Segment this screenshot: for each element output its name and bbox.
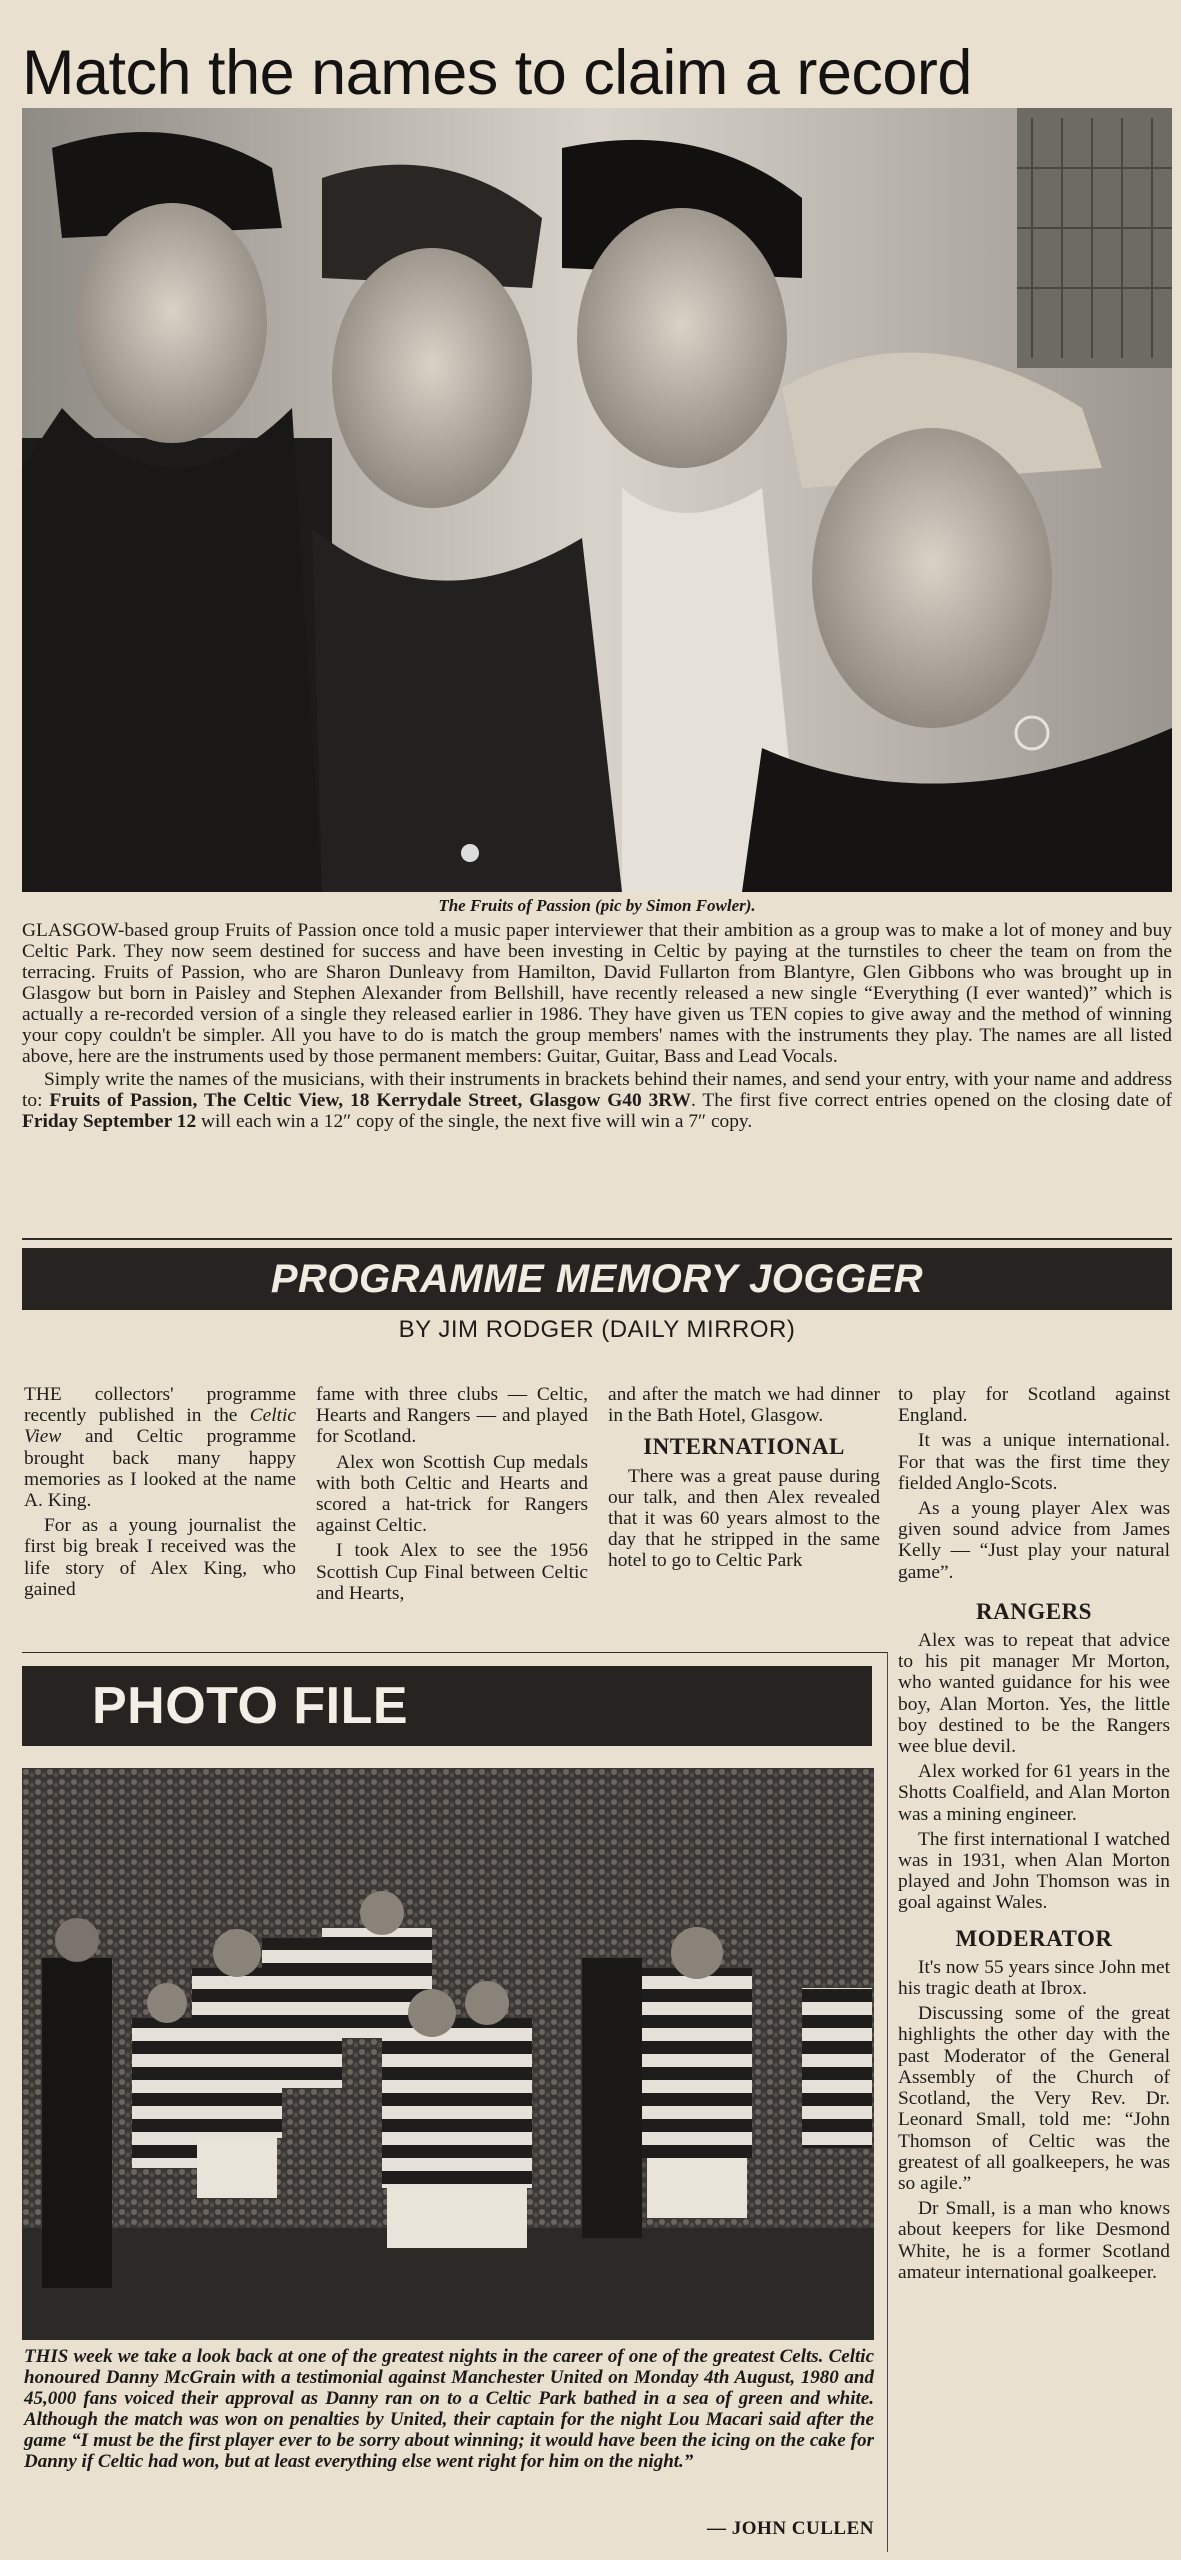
section-divider	[22, 1238, 1172, 1240]
text: THE collectors' programme recently published in the	[24, 1384, 296, 1427]
band-photo-caption: The Fruits of Passion (pic by Simon Fowler).	[438, 896, 756, 915]
subhead-rangers: RANGERS	[976, 1598, 1092, 1624]
jogger-col4-p3: As a young player Alex was given sound advice from James Kelly — “Just play your natural game”.	[898, 1498, 1170, 1583]
jogger-col3-p2: There was a great pause during our talk, and then Alex revealed that it was 60 years almost to the day that he stripped in the same hotel to go to Celtic Park	[608, 1465, 880, 1572]
subhead-moderator: MODERATOR	[955, 1925, 1113, 1951]
jogger-byline: BY JIM RODGER (DAILY MIRROR)	[398, 1316, 796, 1343]
jogger-col2-p3: I took Alex to see the 1956 Scottish Cup Final between Celtic and Hearts,	[316, 1540, 588, 1604]
jogger-col4-p5: Alex worked for 61 years in the Shotts Coalfield, and Alan Morton was a mining engineer.	[898, 1761, 1170, 1825]
photo-file-right-rule	[887, 1652, 888, 2552]
headline: Match the names to claim a record	[22, 38, 972, 108]
jogger-banner	[22, 1248, 1172, 1310]
jogger-col4-p6: The first international I watched was in 1931, when Alan Morton played and John Thomson was in goal against Wales.	[898, 1828, 1170, 1914]
jogger-col3-p1: and after the match we had dinner in the Bath Hotel, Glasgow.	[608, 1384, 880, 1427]
jogger-col-3	[608, 1384, 880, 1572]
closing-date: Friday September 12	[22, 1111, 197, 1132]
jogger-col-1	[24, 1384, 296, 1600]
subhead-international: INTERNATIONAL	[643, 1434, 845, 1460]
jogger-col-4	[898, 1384, 1170, 2283]
band-photo	[22, 108, 1172, 892]
jogger-col2-p1: fame with three clubs — Celtic, Hearts and Rangers — and played for Scotland.	[316, 1384, 588, 1448]
fruits-article-p2	[22, 1069, 1172, 1132]
jogger-title: PROGRAMME MEMORY JOGGER	[270, 1256, 924, 1301]
p2-end: will each win a 12″ copy of the single, the next five will win a 7″ copy.	[196, 1111, 753, 1132]
p2-start: Simply write the names of the musicians, with their instruments in brackets behind their names, and send your entry, with your name and address to:	[22, 1069, 1172, 1111]
entry-address: Fruits of Passion, The Celtic View, 18 Kerrydale Street, Glasgow G40 3RW	[49, 1090, 692, 1111]
fruits-article-p1: GLASGOW-based group Fruits of Passion once told a music paper interviewer that their ambition as a group was to make a lot of money and buy Celtic Park. They now seem destined for success and have been investing in Celtic by paying at the turnstiles to cheer the team on from the terracing. Fruits of Passion, who are Sharon Dunleavy from Hamilton, David Fullarton from Blantyre, Glen Gibbons who was brought up in Glasgow but born in Paisley and Stephen Alexander from Bellshill, have recently released a new single “Everything (I ever wanted)” which is actually a re-recorded version of a single they released earlier in 1986. They have given us TEN copies to give away and the method of winning your copy couldn't be simpler. All you have to do is match the group members' names with the instruments they play. The names are all listed above, here are the instruments used by those permanent members: Guitar, Guitar, Bass and Lead Vocals.	[22, 920, 1172, 1067]
testimonial-photo	[22, 1768, 874, 2340]
jogger-col2-p2: Alex won Scottish Cup medals with both Celtic and Hearts and scored a hat-trick for Rangers against Celtic.	[316, 1451, 588, 1537]
text: and Celtic programme brought back many happy memories as I looked at the name A. King.	[24, 1426, 296, 1512]
jogger-col4-p4: Alex was to repeat that advice to his pit manager Mr Morton, who wanted guidance for his wee boy, Alan Morton. Yes, the little boy destined to be the Rangers wee blue devil.	[898, 1630, 1170, 1758]
fruits-article	[22, 920, 1172, 1132]
jogger-col4-p2: It was a unique international. For that was the first time they fielded Anglo-Scots.	[898, 1430, 1170, 1494]
jogger-col-2	[316, 1384, 588, 1604]
photo-file-banner: PHOTO FILE	[22, 1666, 872, 1746]
photo-file-caption: THIS week we take a look back at one of the greatest nights in the career of one of the greatest Celts. Celtic honoured Danny McGrain with a testimonial against Manchester United on Monday 4th August, 1980 and 45,000 fans voiced their approval as Danny ran on to a Celtic Park bathed in a sea of green and white. Although the match was won on penalties by United, their captain for the night Lou Macari said after the game “I must be the first player ever to be sorry about winning; it would have been the icing on the cake for Danny if Celtic had won, but at least everything else went right for him on the night.”	[24, 2346, 874, 2472]
p2-mid: . The first five correct entries opened on the closing date of	[691, 1090, 1172, 1111]
jogger-col4-p7: It's now 55 years since John met his tragic death at Ibrox.	[898, 1956, 1170, 2000]
jogger-col1-p2: For as a young journalist the first big break I received was the life story of Alex King, who gained	[24, 1515, 296, 1600]
photo-credit: — JOHN CULLEN	[707, 2518, 874, 2539]
photo-file-top-rule	[22, 1652, 888, 1653]
jogger-col4-p1: to play for Scotland against England.	[898, 1384, 1170, 1427]
jogger-col4-p9: Dr Small, is a man who knows about keepers for like Desmond White, he is a former Scotland amateur international goalkeeper.	[898, 2198, 1170, 2283]
jogger-col1-p1	[24, 1384, 296, 1511]
jogger-col4-p8: Discussing some of the great highlights the other day with the past Moderator of the General Assembly of the Church of Scotland, the Very Rev. Dr. Leonard Small, told me: “John Thomson of Celtic was the greatest of all goalkeepers, he was so agile.”	[898, 2003, 1170, 2194]
publication-name: Celtic View	[24, 1405, 296, 1448]
